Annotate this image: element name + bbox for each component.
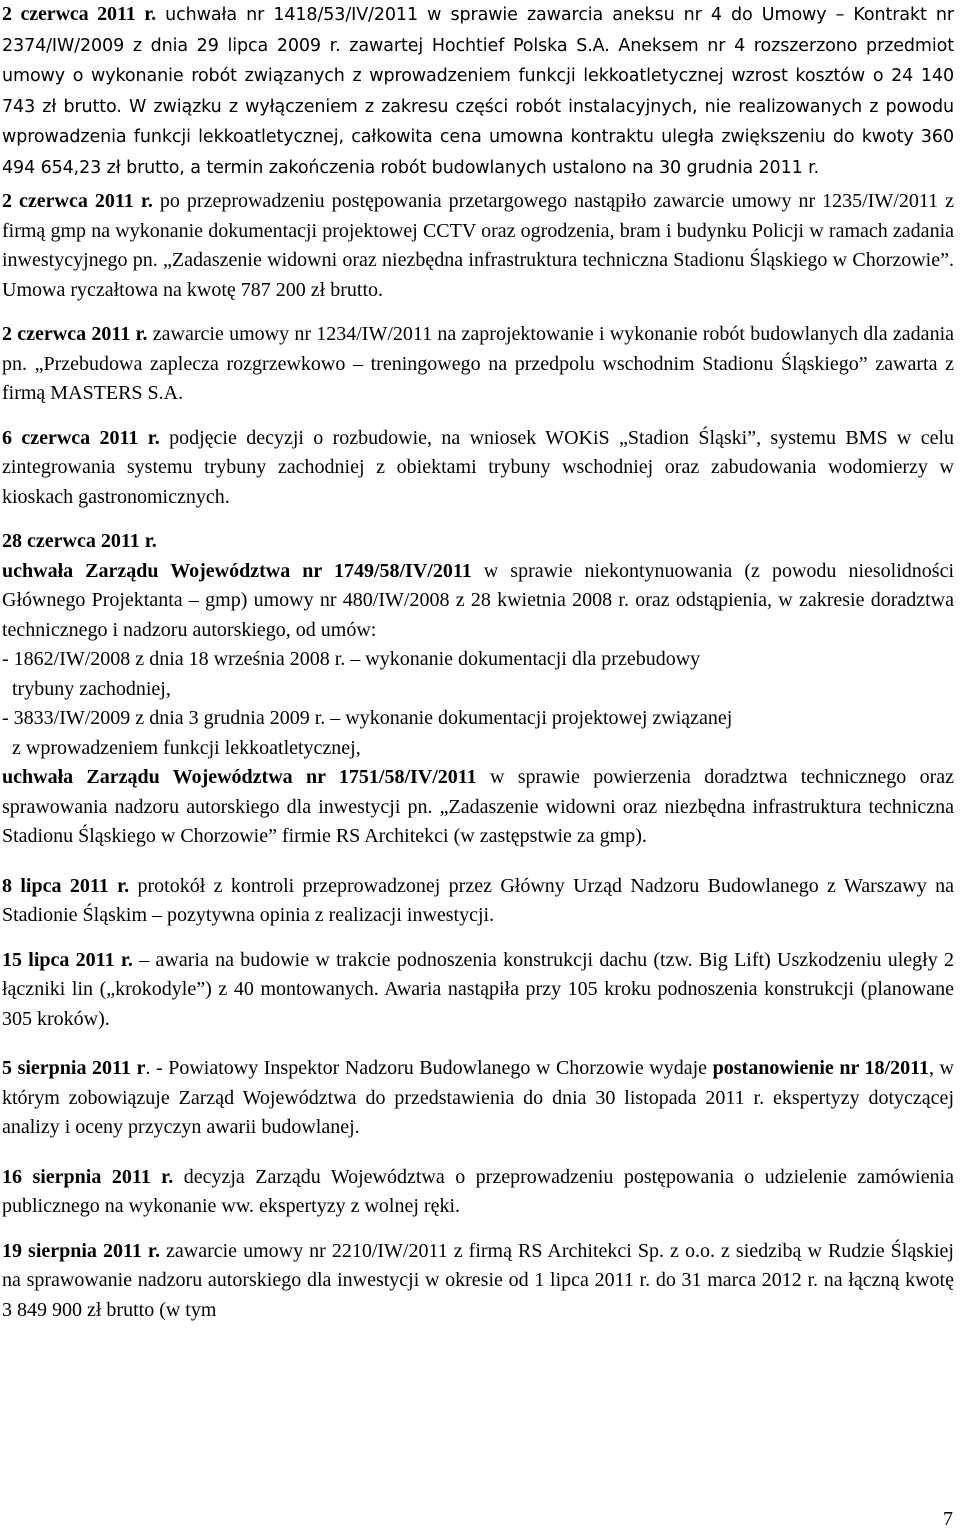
resolution-1749 <box>2 557 954 646</box>
entry-2-june-contract-1235 <box>2 187 954 305</box>
entry-date: 28 czerwca 2011 r. <box>2 530 157 552</box>
entry-date: 5 sierpnia 2011 r <box>2 1057 146 1079</box>
entry-date: 15 lipca 2011 r. <box>2 948 133 971</box>
resolution-title: uchwała Zarządu Województwa nr 1751/58/IV/2011 <box>2 766 477 788</box>
entry-28-june <box>2 527 954 852</box>
entry-text: po przeprowadzeniu postępowania przetargowego nastąpiło zawarcie umowy nr 1235/IW/2011 z firmą gmp na wykonanie dokumentacji projektowej CCTV oraz ogrodzenia, bram i budynku Policji w ramach zadania inwestycyjnego pn. „Zadaszenie widowni oraz niezbędna infrastruktura techniczna Stadionu Śląskiego w Chorzowie”. Umowa ryczałtowa na kwotę 787 200 zł brutto. <box>2 190 954 301</box>
entry-text: zawarcie umowy nr 2210/IW/2011 z firmą RS Architekci Sp. z o.o. z siedzibą w Rudzie Śląskiej na sprawowanie nadzoru autorskiego dla inwestycji w okresie od 1 lipca 2011 r. do 31 marca 2012 r. na łączną kwotę 3 849 900 zł brutto (w tym <box>2 1239 954 1321</box>
entry-date: 2 czerwca 2011 r. <box>2 3 157 25</box>
entry-date: 19 sierpnia 2011 r. <box>2 1239 160 1262</box>
entry-text: zawarcie umowy nr 1234/IW/2011 na zaprojektowanie i wykonanie robót budowlanych dla zadania pn. „Przebudowa zaplecza rozgrzewkowo – treningowego na przedpolu wschodnim Stadionu Śląskiego” zawarta z firmą MASTERS S.A. <box>2 323 954 404</box>
decision-title: postanowienie nr 18/2011 <box>712 1057 929 1079</box>
entry-2-june-contract-1234 <box>2 320 954 409</box>
entry-date: 8 lipca 2011 r. <box>2 874 130 897</box>
contract-list-item: - 3833/IW/2009 z dnia 3 grudnia 2009 r. – wykonanie dokumentacji projektowej związanej z wprowadzeniem funkcji lekkoatletycznej, <box>2 707 733 759</box>
entry-text: protokół z kontroli przeprowadzonej przez Główny Urząd Nadzoru Budowlanego z Warszawy na Stadionie Śląskim – pozytywna opinia z realizacji inwestycji. <box>2 874 954 926</box>
entry-5-august-inspector: 5 sierpnia 2011 r. - Powiatowy Inspektor Nadzoru Budowlanego w Chorzowie wydaje postanowienie nr 18/2011, w którym zobowiązuje Zarząd Województwa do przedstawienia do dnia 30 listopada 2011 r. ekspertyzy dotyczącej analizy i oceny przyczyn awarii budowlanej. <box>2 1057 954 1138</box>
entry-8-july-inspection <box>2 872 954 931</box>
entry-6-june-bms-decision <box>2 424 954 513</box>
entry-text: – awaria na budowie w trakcie podnoszenia konstrukcji dachu (tzw. Big Lift) Uszkodzeniu uległy 2 łączniki lin („krokodyle”) z 40 montowanych. Awaria nastąpiła przy 105 kroku podnoszenia konstrukcji (planowane 305 kroków). <box>2 948 955 1030</box>
entry-text: decyzja Zarządu Województwa o przeprowadzeniu postępowania o udzielenie zamówienia publicznego na wykonanie ww. ekspertyzy z wolnej ręki. <box>2 1165 954 1217</box>
entry-date: 2 czerwca 2011 r. <box>2 323 148 345</box>
resolution-text: w sprawie powierzenia doradztwa technicznego oraz sprawowania nadzoru autorskiego dla inwestycji pn. „Zadaszenie widowni oraz niezbędna infrastruktura techniczna Stadionu Śląskiego w Chorzowie” firmie RS Architekci (w zastępstwie za gmp). <box>2 766 954 847</box>
entry-2-june-resolution-1418 <box>2 0 954 183</box>
entry-text: uchwała nr 1418/53/IV/2011 w sprawie zawarcia aneksu nr 4 do Umowy – Kontrakt nr 2374/IW/2009 z dnia 29 lipca 2009 r. zawartej Hochtief Polska S.A. Aneksem nr 4 rozszerzono przedmiot umowy o wykonanie robót związanych z wprowadzeniem funkcji lekkoatletycznej wzrost kosztów o 24 140 743 zł brutto. W związku z wyłączeniem z zakresu części robót instalacyjnych, nie realizowanych z powodu wprowadzenia funkcji lekkoatletycznej, całkowita cena umowna kontraktu uległa zwiększeniu do kwoty 360 494 654,23 zł brutto, a termin zakończenia robót budowlanych ustalono na 30 grudnia 2011 r. <box>2 5 954 178</box>
contract-list-item: - 1862/IW/2008 z dnia 18 września 2008 r. – wykonanie dokumentacji dla przebudowy trybuny zachodniej, <box>2 648 701 700</box>
entry-date: 6 czerwca 2011 r. <box>2 426 160 449</box>
entry-text: podjęcie decyzji o rozbudowie, na wniosek WOKiS „Stadion Śląski”, systemu BMS w celu zintegrowania systemu trybuny zachodniej z obiektami trybuny wschodniej oraz zabudowania wodomierzy w kioskach gastronomicznych. <box>2 426 955 508</box>
page-number: 7 <box>943 1508 953 1530</box>
resolution-1751 <box>2 763 954 852</box>
document-page <box>2 0 954 1325</box>
entry-15-july-failure <box>2 946 954 1035</box>
entry-19-august-contract <box>2 1237 954 1326</box>
entry-date-line <box>2 527 954 557</box>
resolution-title: uchwała Zarządu Województwa nr 1749/58/IV/2011 <box>2 559 472 582</box>
entry-date: 16 sierpnia 2011 r. <box>2 1165 174 1188</box>
entry-date: 2 czerwca 2011 r. <box>2 190 153 212</box>
entry-16-august-decision <box>2 1163 954 1222</box>
resolution-text: w sprawie niekontynuowania (z powodu niesolidności Głównego Projektanta – gmp) umowy nr 480/IW/2008 z 28 kwietnia 2008 r. oraz odstąpienia, w zakresie doradztwa technicznego i nadzoru autorskiego, od umów: <box>2 559 954 641</box>
